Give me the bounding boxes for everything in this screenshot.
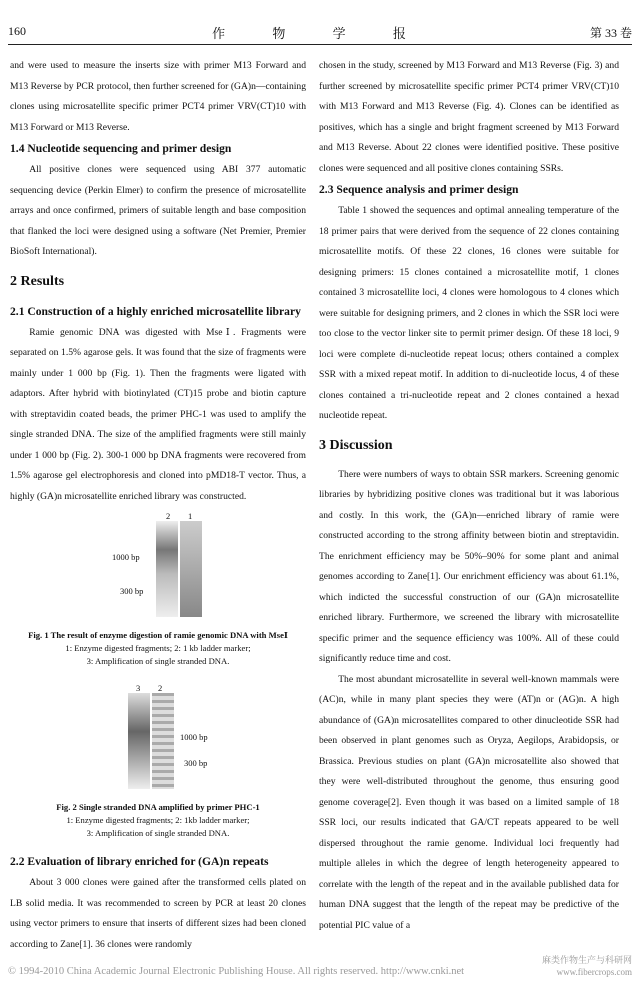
lane-number: 2	[158, 683, 163, 693]
gel-lane	[180, 521, 202, 617]
marker-label: 300 bp	[120, 586, 144, 596]
figure-2	[10, 679, 306, 851]
paragraph: Table 1 showed the sequences and optimal annealing temperature of the 18 primer pairs that were derived from the sequence of 22 clones containing microsatellite motifs. Of these 22 clones, 16 clones were suitable for designing primers: 15 clones contained a microsatellite motif, 1 clones contained 3 microsatellite loci, 4 clones were homologous to 4 clones which were suitable for designing primers, and 2 clones in which the SSR loci were too close to the vector linker site to permit primer design. Of these 18 loci, 9 loci were complete di-nucleotide repeat locus; others contained a complex SSR with a mixed repeat motif. In addition to di-nucleotide locus, 4 of these clones contained a tri-nucleotide repeat and 2 clones contained a hexad nucleotide repeat.	[319, 205, 619, 421]
watermark-line: www.fibercrops.com	[556, 967, 632, 977]
copyright-text: © 1994-2010 China Academic Journal Electronic Publishing House. All rights reserved. http://www.cnki.net	[8, 966, 465, 977]
right-column	[319, 56, 619, 936]
gel-image-2	[128, 683, 228, 793]
paragraph: There were numbers of ways to obtain SSR markers. Screening genomic libraries by hybridizing positive clones was traditional but it was laborious and costly. In this work, the (GA)n—enriched library of ramie were constructed according to the strong affinity between biotin and streptavidin. The enrichment efficiency may be 50%–90% for some plant and animal genomes according to Zane[1]. Our enrichment efficiency was about 61.1%, which indicted the successful construction of our (GA)n microsatellite enriched library. Furthermore, we screened the library with microsatellite specific primer and the sequence efficiency was 100%. All of these could significantly reduce time and cost.	[319, 468, 619, 664]
volume-label: 第 33 卷	[589, 26, 632, 40]
paragraph: All positive clones were sequenced using ABI 377 automatic sequencing device (Perkin Elmer) to confirm the presence of microsatellite arrays and once confirmed, primers of suitable length and base composition that flanked the loci were designed using a software (Net Premier, Premier BioSoft International).	[10, 164, 306, 257]
paragraph: Ramie genomic DNA was digested with MseⅠ. Fragments were separated on 1.5% agarose gels. It was found that the size of fragments were mainly under 1 000 bp (Fig. 1). Then the fragments were ligated with adaptors. After hybrid with biotinylated (CT)15 probe and biotin capture with streptavidin coated beads, the primer PHC-1 was used to amplify the single stranded DNA. The size of the amplified fragments were still mainly under 1 000 bp (Fig. 2). 300-1 000 bp DNA fragments were recovered from 1.5% agarose gel electrophoresis and cloned into pMD18-T vector. Thus, a highly (GA)n microsatellite enriched library was constructed.	[10, 326, 306, 502]
gel-image-1	[112, 511, 208, 621]
paragraph: chosen in the study, screened by M13 Forward and M13 Reverse (Fig. 3) and further screened by microsatellite specific primer PCT4 primer VRV(CT)10 with M13 Forward and M13 Reverse (Fig. 4). Clones can be identified as positives, which has a single and bright fragment screened by M13 Forward and M13 Reverse. About 22 clones were identified positive. These positive clones were sequenced and all positive clones containing SSRs.	[319, 60, 619, 174]
caption-line: 1: Enzyme digested fragments; 2: 1 kb ladder marker;	[65, 643, 251, 653]
lane-number: 2	[166, 511, 171, 521]
marker-label: 1000 bp	[112, 552, 140, 562]
page-header	[8, 22, 632, 45]
lane-number: 1	[188, 511, 193, 521]
lane-number: 3	[136, 683, 141, 693]
caption-line: 3: Amplification of single stranded DNA.	[86, 656, 230, 666]
gel-lane	[156, 521, 178, 617]
caption-title: Fig. 2 Single stranded DNA amplified by primer PHC-1	[56, 802, 260, 812]
section-heading-2-3: 2.3 Sequence analysis and primer design	[319, 183, 519, 196]
caption-line: 1: Enzyme digested fragments; 2: 1kb ladder marker;	[66, 815, 250, 825]
section-heading-1-4: 1.4 Nucleotide sequencing and primer design	[10, 142, 232, 155]
journal-title: 作 物 学 报	[212, 26, 428, 41]
left-column	[10, 56, 306, 955]
page-number: 160	[8, 24, 26, 38]
figure-2-caption	[10, 801, 306, 840]
gel-lane	[152, 693, 174, 789]
section-heading-2-2: 2.2 Evaluation of library enriched for (GA)n repeats	[10, 855, 269, 868]
paragraph: and were used to measure the inserts size with primer M13 Forward and M13 Reverse by PCR protocol, then further screened for (GA)n—containing clones using microsatellite specific primer PCT4 primer VRV(CT)10 with M13 Forward or M13 Reverse.	[10, 60, 306, 133]
gel-lane	[128, 693, 150, 789]
watermark	[542, 954, 632, 978]
caption-line: 3: Amplification of single stranded DNA.	[86, 828, 230, 838]
figure-1	[10, 507, 306, 679]
watermark-line: 麻类作物生产与科研网	[541, 955, 632, 965]
marker-label: 300 bp	[184, 758, 208, 768]
section-heading-results: 2 Results	[10, 273, 65, 289]
section-heading-discussion: 3 Discussion	[319, 437, 393, 453]
marker-label: 1000 bp	[180, 732, 208, 742]
section-heading-2-1: 2.1 Construction of a highly enriched microsatellite library	[10, 304, 301, 318]
figure-1-caption	[10, 629, 306, 668]
caption-title: Fig. 1 The result of enzyme digestion of ramie genomic DNA with MseⅠ	[28, 630, 288, 640]
paragraph: The most abundant microsatellite in several well-known mammals were (AC)n, while in many plant species they were (AT)n or (AG)n. A high abundance of (GA)n microsatellites compared to other dinucleotide SSR had been observed in plant genomes such as Oryza, Aegilops, Arabidopsis, or Brassica. Previous studies on plant (GA)n microsatellite also showed that they were well-distributed throughout the genome, thus ensuring good genome coverage[2]. Even though it was based on a limited sample of 18 SSR loci, our results indicated that GA/CT repeats appeared to be well dispersed throughout the ramie genome. Individual loci frequently had multiple alleles in which the degree of length heterogeneity appeared to correlate with the length of the repeat and in the available published data for human DNA suggest that the length of the repeat may be predictive of the potential PIC value of a	[319, 673, 619, 931]
page-footer	[8, 955, 632, 977]
paragraph: About 3 000 clones were gained after the transformed cells plated on LB solid media. It was recommended to screen by PCR at least 20 clones using vector primers to ensure that inserts of different sizes had been cloned according to Zane[1]. 36 clones were randomly	[10, 877, 306, 950]
